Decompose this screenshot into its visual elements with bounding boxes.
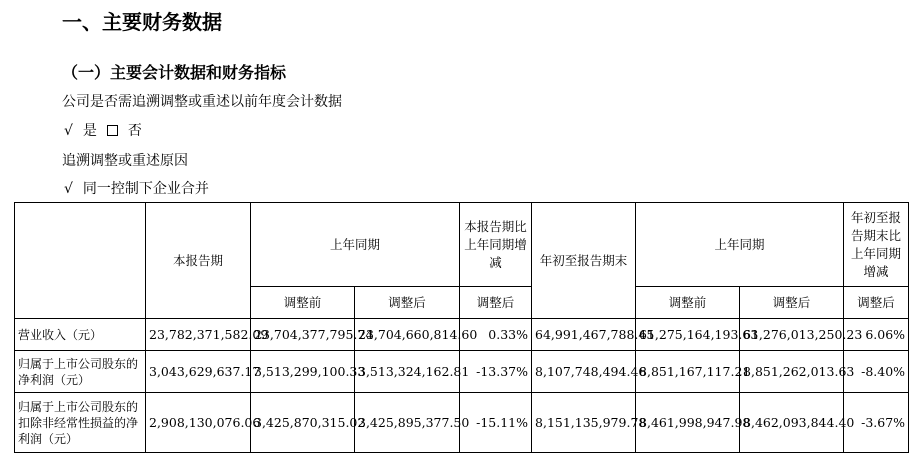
restatement-reason-title: 追溯调整或重述原因 [62,153,188,169]
ytd-change-value: -3.67% [844,393,909,453]
ytd-change-value: 6.06% [844,319,909,351]
header-before-adjust: 调整前 [251,287,355,319]
header-prior-year: 上年同期 [251,203,460,287]
prior-before-value: 3,513,299,100.33 [251,351,355,393]
row-label: 营业收入（元） [15,319,146,351]
header-after-adjust-ytd: 调整后 [740,287,844,319]
header-blank-cell [15,203,146,319]
header-ytd: 年初至报告期末 [532,203,636,319]
header-after-adjust: 调整后 [355,287,460,319]
ytd-prior-after-value: 61,276,013,250.23 [740,319,844,351]
row-label: 归属于上市公司股东的净利润（元） [15,351,146,393]
current-period-value: 23,782,371,582.09 [146,319,251,351]
header-current-period: 本报告期 [146,203,251,319]
restatement-question: 公司是否需追溯调整或重述以前年度会计数据 [62,94,342,110]
answer-no-label: 否 [127,123,142,139]
ytd-value: 8,151,135,979.78 [532,393,636,453]
ytd-change-value: -8.40% [844,351,909,393]
current-period-value: 3,043,629,637.17 [146,351,251,393]
answer-yes-label: 是 [82,123,97,139]
prior-after-value: 3,513,324,162.81 [355,351,460,393]
ytd-prior-before-value: 8,851,167,117.21 [636,351,740,393]
change-value: 0.33% [460,319,532,351]
check-mark-icon: √ [64,123,73,139]
ytd-value: 64,991,467,788.45 [532,319,636,351]
header-after-adjust-ytd-change: 调整后 [844,287,909,319]
table-row [15,351,909,393]
change-value: -13.37% [460,351,532,393]
header-ytd-yoy-change: 年初至报告期末比上年同期增减 [844,203,909,287]
row-label: 归属于上市公司股东的扣除非经常性损益的净利润（元） [15,393,146,453]
section-heading: 一、主要财务数据 [62,10,222,34]
ytd-prior-after-value: 8,462,093,844.40 [740,393,844,453]
prior-after-value: 3,425,895,377.50 [355,393,460,453]
prior-after-value: 23,704,660,814.60 [355,319,460,351]
ytd-value: 8,107,748,494.46 [532,351,636,393]
prior-before-value: 23,704,377,795.74 [251,319,355,351]
financial-data-table [14,202,909,453]
header-after-adjust-change: 调整后 [460,287,532,319]
subsection-heading: （一）主要会计数据和财务指标 [62,63,287,82]
check-mark-icon: √ [64,181,73,197]
header-prior-year-ytd: 上年同期 [636,203,844,287]
table-row [15,393,909,453]
restatement-answer [64,120,142,140]
header-before-adjust-ytd: 调整前 [636,287,740,319]
prior-before-value: 3,425,870,315.02 [251,393,355,453]
change-value: -15.11% [460,393,532,453]
header-yoy-change: 本报告期比上年同期增减 [460,203,532,287]
ytd-prior-before-value: 61,275,164,193.63 [636,319,740,351]
current-period-value: 2,908,130,076.06 [146,393,251,453]
ytd-prior-after-value: 8,851,262,013.63 [740,351,844,393]
restatement-reason [64,178,209,198]
ytd-prior-before-value: 8,461,998,947.98 [636,393,740,453]
restatement-reason-text: 同一控制下企业合并 [82,181,209,197]
checkbox-empty-icon [107,125,118,136]
table-row [15,319,909,351]
